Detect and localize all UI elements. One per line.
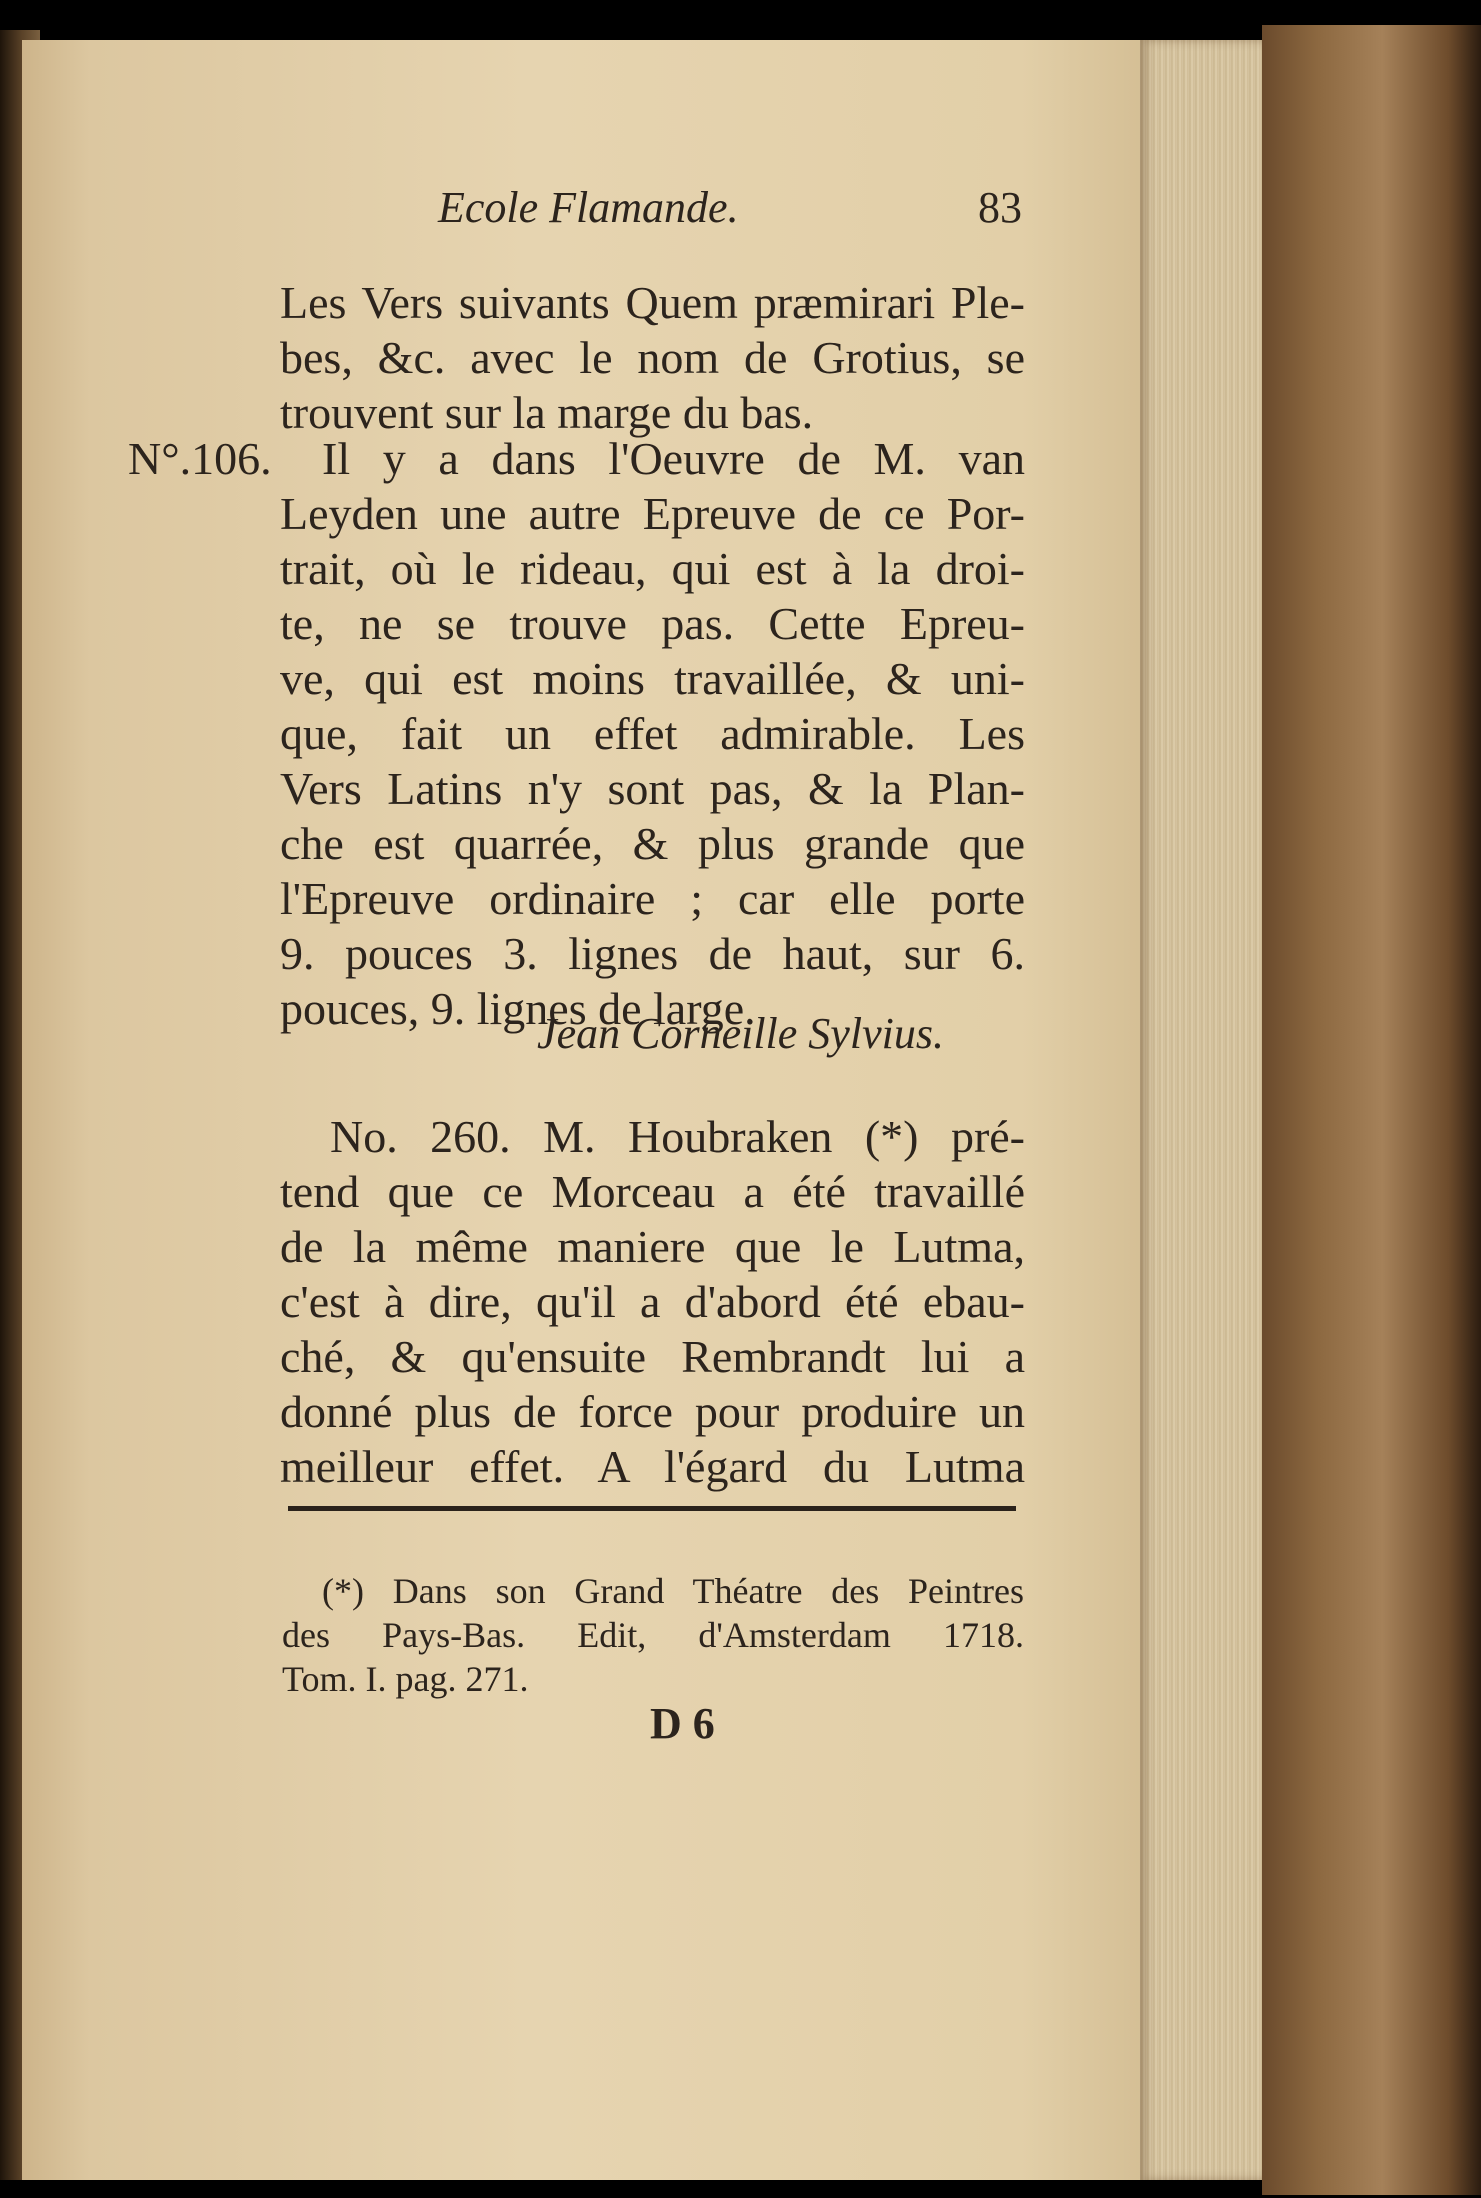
section-line: tend que ce Morceau a été travaillé <box>280 1166 1025 1217</box>
entry-line: 9. pouces 3. lignes de haut, sur 6. <box>280 928 1025 979</box>
page-number: 83 <box>978 183 1022 232</box>
entry-line: te, ne se trouve pas. Cette Epreu- <box>280 598 1025 649</box>
entry-line: Vers Latins n'y sont pas, & la Plan- <box>280 763 1025 814</box>
entry-line: ve, qui est moins travaillée, & uni- <box>280 653 1025 704</box>
section-line: meilleur effet. A l'égard du Lutma <box>280 1441 1025 1492</box>
entry-number: N°.106. <box>128 433 272 484</box>
footnote-rule <box>288 1506 1016 1511</box>
section-line: No. 260. M. Houbraken (*) pré- <box>330 1111 1025 1162</box>
footnote-line: des Pays-Bas. Edit, d'Amsterdam 1718. <box>282 1615 1024 1655</box>
book-cover-right <box>1262 25 1481 2195</box>
running-title: Ecole Flamande. <box>438 183 739 232</box>
section-line: ché, & qu'ensuite Rembrandt lui a <box>280 1331 1025 1382</box>
entry-line: Leyden une autre Epreuve de ce Por- <box>280 488 1025 539</box>
section-line: donné plus de force pour produire un <box>280 1386 1025 1437</box>
paragraph-line: bes, &c. avec le nom de Grotius, se <box>280 332 1025 383</box>
footnote-line: Tom. I. pag. 271. <box>282 1659 529 1699</box>
entry-line: Il y a dans l'Oeuvre de M. van <box>322 433 1025 484</box>
section-line: c'est à dire, qu'il a d'abord été ebau- <box>280 1276 1025 1327</box>
section-line: de la même maniere que le Lutma, <box>280 1221 1025 1272</box>
signature-mark: D 6 <box>650 1699 715 1748</box>
paragraph-line: Les Vers suivants Quem præmirari Ple- <box>280 277 1025 328</box>
footnote-line: (*) Dans son Grand Théatre des Peintres <box>322 1571 1024 1611</box>
entry-line: trait, où le rideau, qui est à la droi- <box>280 543 1025 594</box>
page-edges <box>1140 40 1270 2180</box>
running-head <box>438 182 1078 233</box>
section-heading: Jean Corneille Sylvius. <box>537 1009 944 1058</box>
paragraph-line: trouvent sur la marge du bas. <box>280 387 814 438</box>
entry-line: que, fait un effet admirable. Les <box>280 708 1025 759</box>
entry-line: l'Epreuve ordinaire ; car elle porte <box>280 873 1025 924</box>
entry-line: che est quarrée, & plus grande que <box>280 818 1025 869</box>
entry-line: pouces, 9. lignes de large. <box>280 983 756 1034</box>
